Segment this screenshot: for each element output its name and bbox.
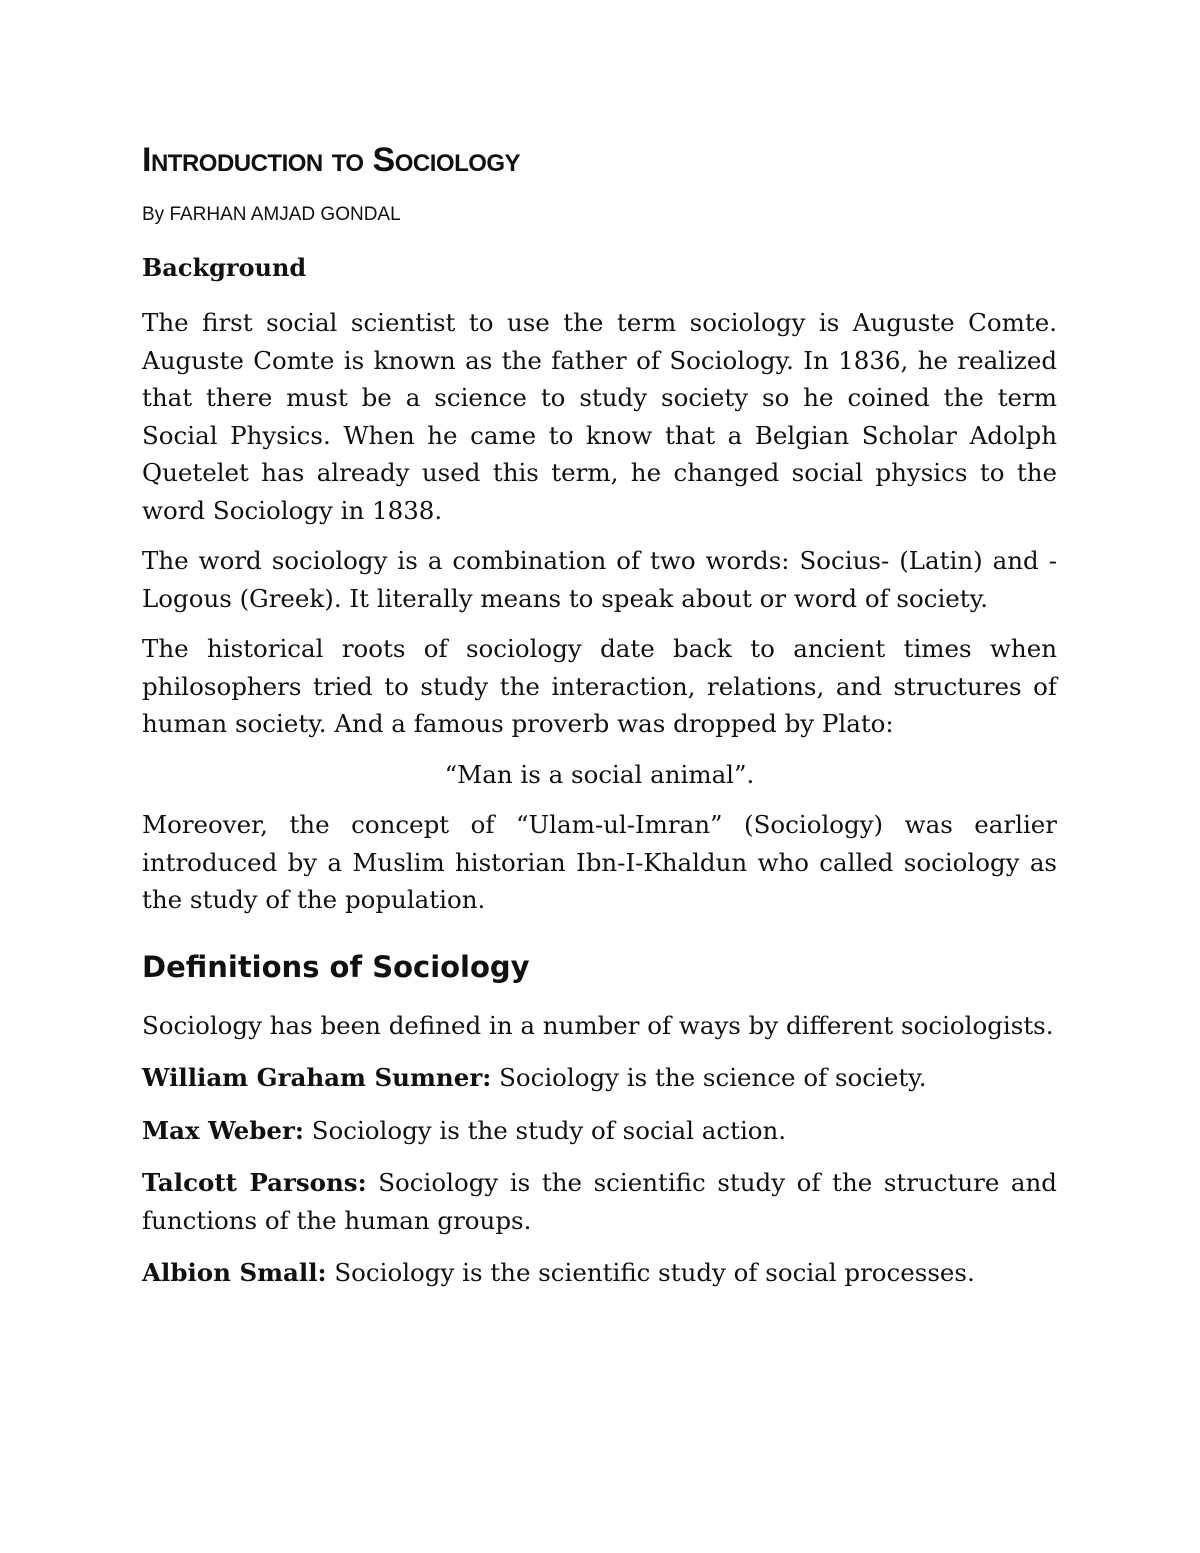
definition-text: Sociology is the study of social action. [303,1115,787,1145]
document-title: Introduction to Sociology [142,141,521,179]
definition-author: William Graham Sumner: [142,1063,492,1092]
background-paragraph-3: The historical roots of sociology date back to ancient times when philosophers tried to study the interaction, relations, and structures of human society. And a famous proverb was dropped by Plato: [142,634,1057,738]
definition-author: Talcott Parsons: [142,1168,367,1197]
author-byline: By FARHAN AMJAD GONDAL [142,204,401,225]
definition-item [142,1254,1057,1292]
background-closing-paragraph: Moreover, the concept of “Ulam-ul-Imran” (Sociology) was earlier introduced by a Muslim historian Ibn-I-Khaldun who called sociology as the study of the population. [142,810,1057,914]
definition-author: Albion Small: [142,1258,327,1287]
background-paragraph-2: The word sociology is a combination of two words: Socius- (Latin) and -Logous (Greek). It literally means to speak about or word of society. [142,546,1057,613]
background-paragraph-1: The first social scientist to use the term sociology is Auguste Comte. Auguste Comte is known as the father of Sociology. In 1836, he realized that there must be a science to study society so he coined the term Social Physics. When he came to know that a Belgian Scholar Adolph Quetelet has already used this term, he changed social physics to the word Sociology in 1838. [142,308,1057,525]
definitions-heading: Definitions of Sociology [142,949,530,984]
definition-item [142,1059,1057,1097]
definitions-intro: Sociology has been defined in a number of ways by different sociologists. [142,1010,1054,1040]
definition-text: Sociology is the science of society. [491,1063,927,1092]
definition-author: Max Weber: [142,1115,304,1145]
definition-item [142,1164,1057,1239]
document-page [142,138,1057,1292]
definition-text: Sociology is the scientific study of social processes. [326,1258,975,1287]
definition-item [142,1112,1057,1150]
background-heading: Background [142,253,307,282]
plato-quote: “Man is a social animal”. [444,759,755,789]
definition-text: Sociology is the scientific study of the structure and functions of the human groups. [142,1168,1057,1235]
